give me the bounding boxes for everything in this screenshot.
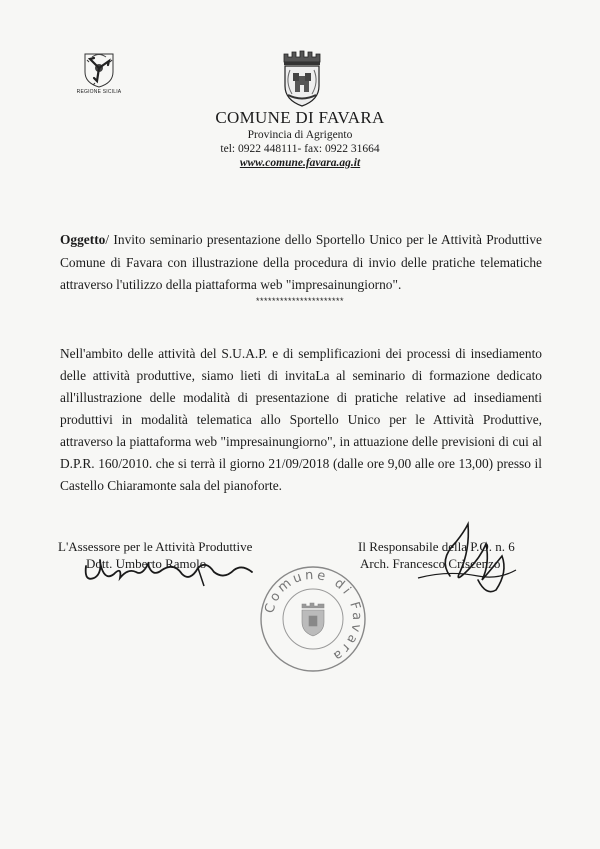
trinacria-icon: [82, 50, 116, 88]
municipal-crest-icon: [277, 48, 327, 108]
comune-title: COMUNE DI FAVARA: [215, 108, 385, 127]
municipal-stamp: [258, 564, 368, 674]
signature-block-right: [358, 538, 558, 572]
right-signatory-name: Arch. Francesco Criscenzo: [360, 556, 501, 571]
subject-label: Oggetto: [60, 232, 106, 247]
left-signatory-name: Dott. Umberto Ramolo: [86, 556, 207, 571]
body-paragraph: Nell'ambito delle attività del S.U.A.P. e di semplificazioni dei processi di insediamento delle attività produttive, siamo lieti di invitaLa al seminario di formazione dedicato all'illustrazione delle modalità di presentazione di pratiche relative ad insediamenti produttivi in modalità telematica allo Sportello Unico per le Attività Produttive, attraverso la piattaforma web "impresainungiorno", in attuazione delle previsioni di cui al D.P.R. 160/2010. che si terrà il giorno 21/09/2018 (dalle ore 9,00 alle ore 13,00) presso il Castello Chiaramonte sala del pianoforte.: [60, 346, 542, 493]
left-signatory-role: L'Assessore per le Attività Produttive: [58, 539, 253, 554]
region-caption: REGIONE SICILIA: [76, 89, 122, 95]
region-logo: [72, 50, 126, 95]
contacts-line: tel: 0922 448111- fax: 0922 31664: [220, 143, 380, 155]
subject-paragraph: [60, 229, 542, 297]
subject-text: / Invito seminario presentazione dello Sportello Unico per le Attività Produttive Comune di Favara con illustrazione della procedura di invio delle pratiche telematiche attraverso l'utilizzo della piattaforma web "impresainungiorno".: [60, 232, 542, 292]
stamp-text: Comune di Favara: [262, 567, 365, 665]
separator: **********************: [255, 296, 345, 306]
province-line: Provincia di Agrigento: [247, 129, 353, 141]
website-link[interactable]: www.comune.favara.ag.it: [239, 157, 361, 169]
letterhead: [190, 108, 410, 170]
right-signatory-role: Il Responsabile della P.O. n. 6: [358, 539, 515, 554]
